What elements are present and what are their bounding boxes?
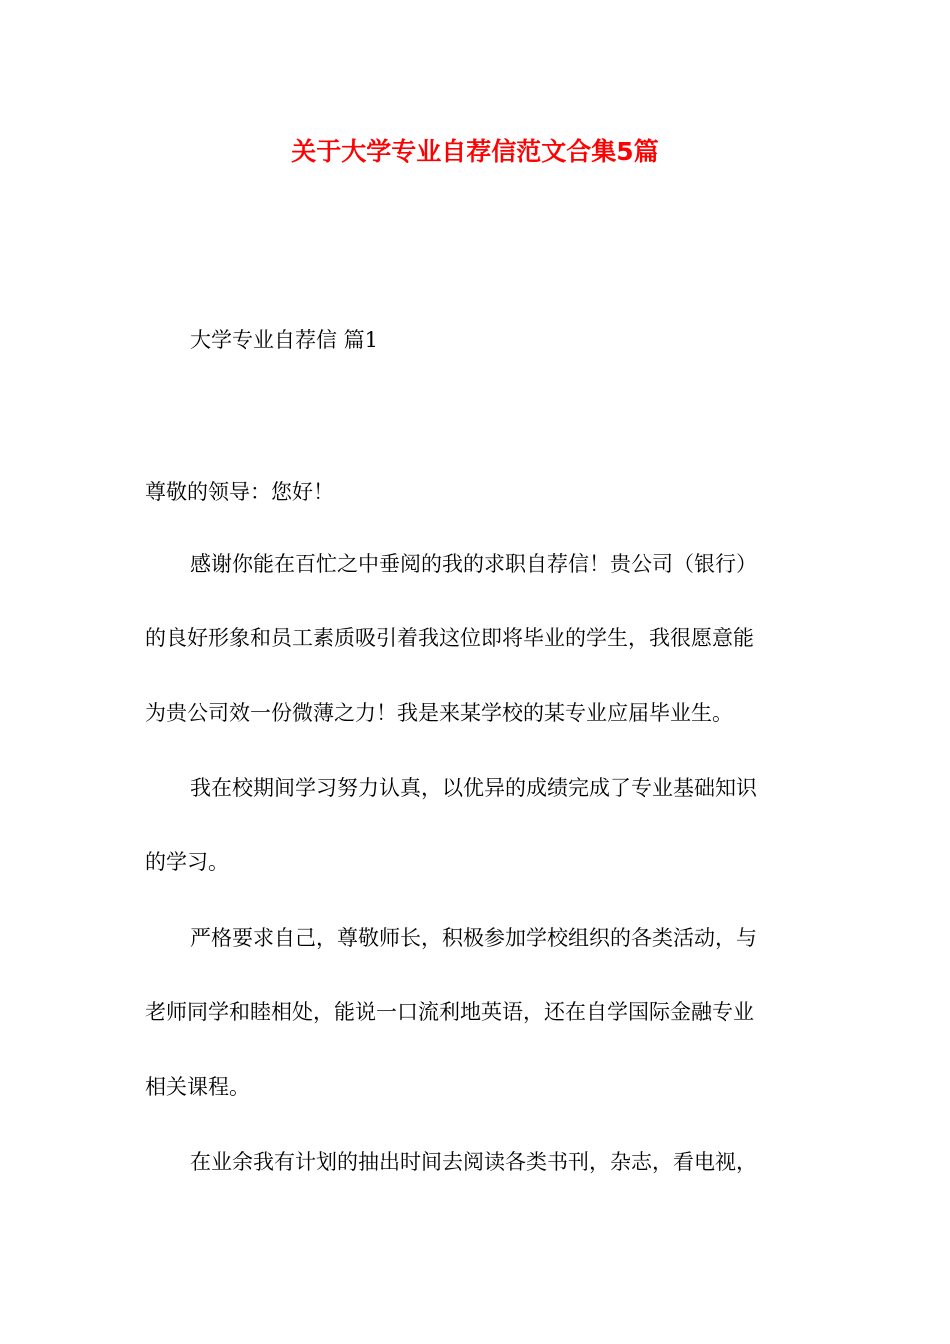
paragraph-line: 在业余我有计划的抽出时间去阅读各类书刊，杂志，看电视， — [190, 1150, 757, 1174]
paragraph-line: 为贵公司效一份微薄之力！我是来某学校的某专业应届毕业生。 — [145, 701, 733, 725]
section-heading: 大学专业自荐信 篇1 — [190, 328, 379, 352]
paragraph-line: 严格要求自己，尊敬师长，积极参加学校组织的各类活动，与 — [190, 926, 757, 950]
paragraph-line: 感谢你能在百忙之中垂阅的我的求职自荐信！贵公司（银行） — [190, 552, 757, 576]
paragraph-line: 老师同学和睦相处，能说一口流利地英语，还在自学国际金融专业 — [145, 1000, 754, 1024]
paragraph-line: 的学习。 — [145, 850, 229, 874]
paragraph-line: 我在校期间学习努力认真，以优异的成绩完成了专业基础知识 — [190, 776, 757, 800]
paragraph-line: 的良好形象和员工素质吸引着我这位即将毕业的学生，我很愿意能 — [145, 626, 754, 650]
salutation-line: 尊敬的领导：您好！ — [145, 480, 334, 504]
document-title: 关于大学专业自荐信范文合集5篇 — [291, 137, 659, 166]
paragraph-line: 相关课程。 — [145, 1075, 250, 1099]
